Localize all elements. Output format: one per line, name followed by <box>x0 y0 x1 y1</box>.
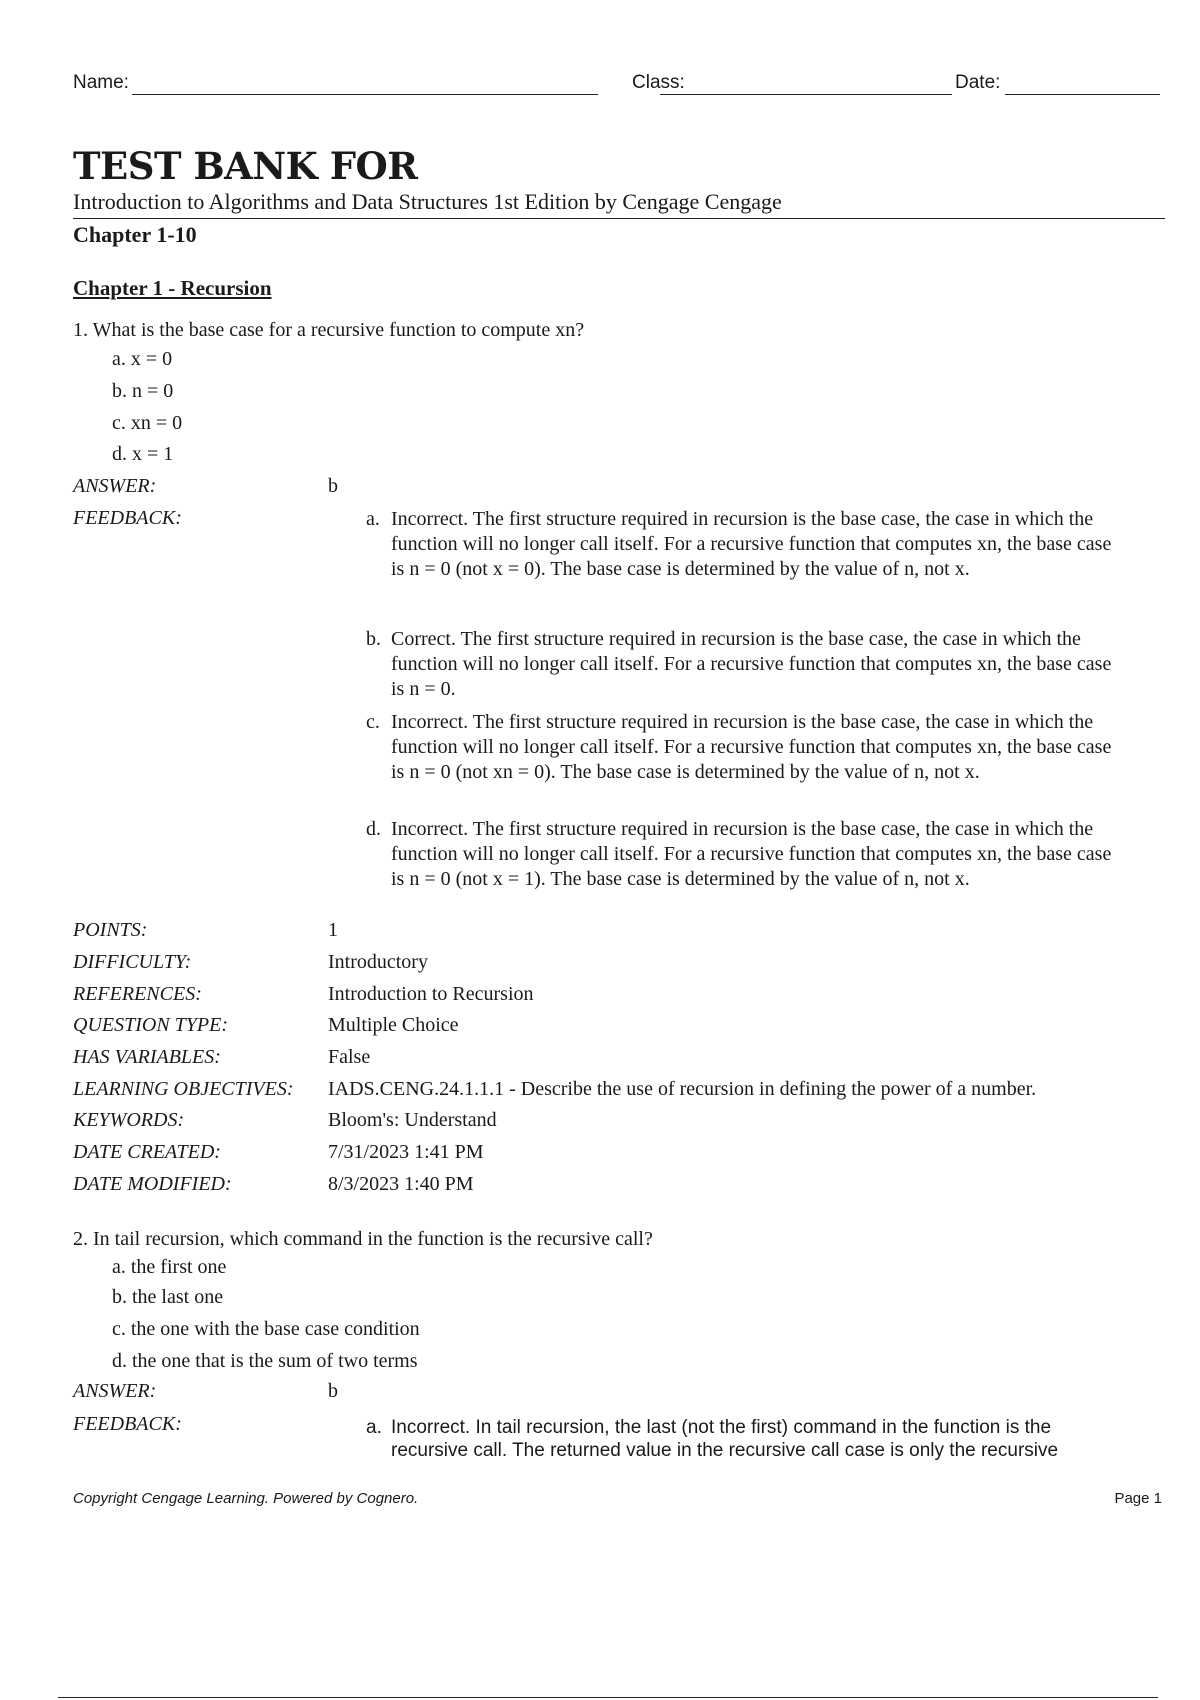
q1-feedback-label: FEEDBACK: <box>73 507 182 529</box>
feedback-text: Incorrect. The first structure required in recursion is the base case, the case in which the function will no longer call itself. For a recursive function that computes xn, the base case is n = 0 (not xn = 0). The base case is determined by the value of n, not x. <box>391 711 1112 783</box>
q2-option-b: b. the last one <box>112 1286 224 1308</box>
q2-option-c: c. the one with the base case condition <box>112 1318 420 1340</box>
q1-answer-label: ANSWER: <box>73 475 157 497</box>
q1-learning-objectives-value: IADS.CENG.24.1.1.1 - Describe the use of recursion in defining the power of a number. <box>328 1078 1037 1100</box>
question-2-text: 2. In tail recursion, which command in the function is the recursive call? <box>73 1228 653 1250</box>
class-label: Class: <box>632 72 685 93</box>
q1-feedback-c <box>366 710 1126 785</box>
q1-feedback-a <box>366 507 1126 582</box>
date-label: Date: <box>955 72 1001 93</box>
q1-option-b: b. n = 0 <box>112 380 174 402</box>
q1-points-label: POINTS: <box>73 919 148 941</box>
q1-date-created-value: 7/31/2023 1:41 PM <box>328 1141 484 1163</box>
q1-option-d: d. x = 1 <box>112 443 174 465</box>
q1-answer-value: b <box>328 475 338 497</box>
q1-date-created-label: DATE CREATED: <box>73 1141 221 1163</box>
class-blank <box>660 94 952 95</box>
bottom-rule <box>58 1697 1158 1698</box>
name-blank <box>132 94 598 95</box>
feedback-letter: d. <box>366 818 381 840</box>
feedback-text: Correct. The first structure required in recursion is the base case, the case in which the function will no longer call itself. For a recursive function that computes xn, the base case is n = 0. <box>391 628 1112 700</box>
q1-feedback-d <box>366 817 1126 892</box>
q1-has-variables-label: HAS VARIABLES: <box>73 1046 221 1068</box>
q1-question-type-value: Multiple Choice <box>328 1014 459 1036</box>
chapter-title: Chapter 1 - Recursion <box>73 276 272 300</box>
q1-references-value: Introduction to Recursion <box>328 983 534 1005</box>
footer-copyright: Copyright Cengage Learning. Powered by Cognero. <box>73 1490 419 1507</box>
question-1-text: 1. What is the base case for a recursive function to compute xn? <box>73 319 585 341</box>
q2-option-d: d. the one that is the sum of two terms <box>112 1350 418 1372</box>
q2-answer-value: b <box>328 1380 338 1402</box>
feedback-letter: a. <box>366 508 380 530</box>
q2-option-a: a. the first one <box>112 1256 227 1278</box>
feedback-letter: a. <box>366 1417 382 1438</box>
q1-difficulty-label: DIFFICULTY: <box>73 951 192 973</box>
q1-learning-objectives-label: LEARNING OBJECTIVES: <box>73 1078 294 1100</box>
feedback-letter: b. <box>366 628 381 650</box>
feedback-text: Incorrect. The first structure required in recursion is the base case, the case in which the function will no longer call itself. For a recursive function that computes xn, the base case is n = 0 (not x = 1). The base case is determined by the value of n, not x. <box>391 818 1112 890</box>
book-title: Introduction to Algorithms and Data Structures 1st Edition by Cengage Cengage <box>73 189 782 214</box>
q1-option-a: a. x = 0 <box>112 348 173 370</box>
q1-difficulty-value: Introductory <box>328 951 428 973</box>
q1-date-modified-value: 8/3/2023 1:40 PM <box>328 1173 474 1195</box>
q1-references-label: REFERENCES: <box>73 983 202 1005</box>
footer-page-number: Page 1 <box>1114 1490 1162 1507</box>
q1-points-value: 1 <box>328 919 338 941</box>
q1-has-variables-value: False <box>328 1046 371 1068</box>
chapter-range: Chapter 1-10 <box>73 222 197 247</box>
feedback-text: Incorrect. The first structure required in recursion is the base case, the case in which the function will no longer call itself. For a recursive function that computes xn, the base case is n = 0 (not x = 0). The base case is determined by the value of n, not x. <box>391 508 1112 580</box>
q2-feedback-label: FEEDBACK: <box>73 1413 182 1435</box>
q1-date-modified-label: DATE MODIFIED: <box>73 1173 232 1195</box>
q2-feedback-a <box>366 1416 1126 1462</box>
page-title: TEST BANK FOR <box>73 144 418 188</box>
q1-option-c: c. xn = 0 <box>112 412 183 434</box>
q2-answer-label: ANSWER: <box>73 1380 157 1402</box>
q1-feedback-b <box>366 627 1126 702</box>
title-rule <box>73 218 1165 219</box>
q1-keywords-value: Bloom's: Understand <box>328 1109 497 1131</box>
feedback-letter: c. <box>366 711 380 733</box>
q1-keywords-label: KEYWORDS: <box>73 1109 185 1131</box>
q1-question-type-label: QUESTION TYPE: <box>73 1014 229 1036</box>
feedback-text: Incorrect. In tail recursion, the last (not the first) command in the function is the recursive call. The returned value in the recursive call case is only the recursive <box>391 1417 1059 1461</box>
date-blank <box>1005 94 1160 95</box>
name-label: Name: <box>73 72 129 93</box>
